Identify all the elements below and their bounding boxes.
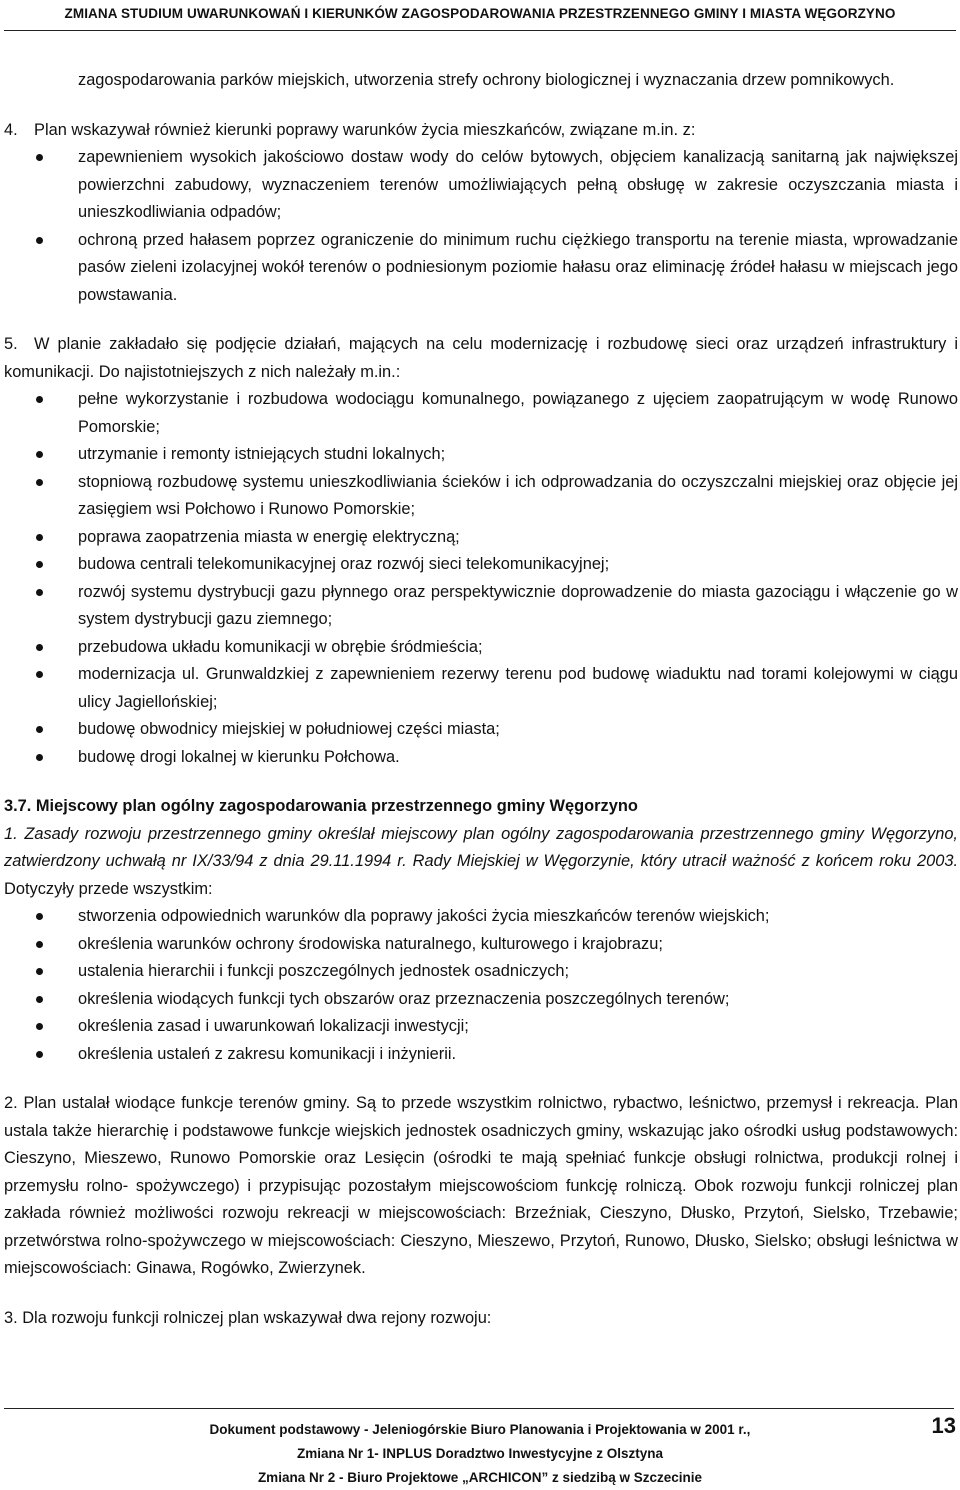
bullet-icon [36,913,43,920]
paragraph-3: 3. Dla rozwoju funkcji rolniczej plan wskazywał dwa rejony rozwoju: [4,1308,492,1327]
bullet-icon [36,589,43,596]
list-item-text: stopniową rozbudowę systemu unieszkodliwiania ścieków i ich odprowadzania do oczyszczalni miejskiej oraz objęcie jej zasięgiem wsi Połchowo i Runowo Pomorskie; [78,472,958,518]
bullet-icon [36,671,43,678]
footer-credits [0,1418,960,1490]
bullet-icon [36,396,43,403]
bullet-icon [36,996,43,1003]
footer-line-2: Zmiana Nr 1- INPLUS Doradztwo Inwestycyjne z Olsztyna [296,1446,664,1461]
list-item [4,551,958,579]
list-item [4,1041,958,1069]
list-item [4,716,958,744]
list-item-text: modernizacja ul. Grunwaldzkiej z zapewnieniem rezerwy terenu pod budowę wiaduktu nad torami kolejowymi w ciągu ulicy Jagiellońskiej; [78,665,958,711]
list-item [4,441,958,469]
list-item-text: budowę drogi lokalnej w kierunku Połchowa. [78,747,400,766]
item5-text: 5. W planie zakładało się podjęcie działań, mających na celu modernizację i rozbudowę sieci oraz urządzeń infrastruktury i komunikacji. Do najistotniejszych z nich należały m.in.: [4,335,958,381]
list-item [4,524,958,552]
list-item [4,227,958,310]
footer-line-3: Zmiana Nr 2 - Biuro Projektowe „ARCHICON” z siedzibą w Szczecinie [257,1470,703,1485]
item4-bullet-list [4,144,958,309]
header-divider [4,30,956,31]
list-item [4,931,958,959]
list-item-text: rozwój systemu dystrybucji gazu płynnego oraz perspektywicznie doprowadzenie do miasta gazociągu i włączenie go w system dystrybucji gazu ziemnego; [78,582,958,628]
bullet-icon [36,644,43,651]
bullet-icon [36,154,43,161]
list-item [4,661,958,716]
list-item [4,1013,958,1041]
paragraph-2: 2. Plan ustalał wiodące funkcje terenów gminy. Są to przede wszystkim rolnictwo, rybactwo, leśnictwo, przemysł i rekreacja. Plan ustala także hierarchię i podstawowe funkcje wiejskich jednostek osadniczych gminy, wskazując jako ośrodki usług podstawowych: Cieszyno, Mieszewo, Runowo Pomorskie oraz Lesięcin (ośrodki te mają spełniać funkcje obsługi rolnictwa, produkcji rolnej i przemysłu rolno- spożywczego) i przypisując pozostałym miejscowościom funkcję rolniczą. Obok rozwoju funkcji rolniczej plan zakłada również możliwości rozwoju rekreacji w miejscowościach: Brzeźniak, Cieszyno, Dłusko, Przytoń, Sielsko, Trzebawie; przetwórstwa rolno-spożywczego w miejscowościach: Cieszyno, Mieszewo, Przytoń, Runowo, Dłusko, Sielsko; obsługi leśnictwa w miejscowościach: Ginawa, Rogówko, Zwierzynek. [4,1094,958,1277]
footer-divider [4,1408,954,1409]
list-item-text: stworzenia odpowiednich warunków dla poprawy jakości życia mieszkańców terenów wiejskich; [78,907,770,925]
list-item-text: przebudowa układu komunikacji w obrębie śródmieścia; [78,637,483,656]
item5-bullet-list [4,386,958,771]
bullet-icon [36,754,43,761]
list-item [4,469,958,524]
list-item-text: poprawa zaopatrzenia miasta w energię elektryczną; [78,527,460,546]
item4-title: 4. Plan wskazywał również kierunki poprawy warunków życia mieszkańców, związane m.in. z: [4,120,696,139]
list-item [4,986,958,1014]
bullet-icon [36,561,43,568]
bullet-icon [36,451,43,458]
list-item-text: określenia zasad i uwarunkowań lokalizacji inwestycji; [78,1017,469,1035]
bullet-icon [36,479,43,486]
list-item [4,386,958,441]
list-item-text: budowę obwodnicy miejskiej w południowej części miasta; [78,720,500,738]
document-header: ZMIANA STUDIUM UWARUNKOWAŃ I KIERUNKÓW ZAGOSPODAROWANIA PRZESTRZENNEGO GMINY I MIASTA WĘGORZYNO [64,6,896,21]
bullet-icon [36,726,43,733]
bullet-icon [36,1051,43,1058]
list-item-text: zapewnieniem wysokich jakościowo dostaw wody do celów bytowych, objęciem kanalizacją sanitarną jak największej powierzchni zabudowy, wyznaczeniem terenów umożliwiających pełną obsługę w zakresie oczyszczania miasta i unieszkodliwiania odpadów; [78,148,958,221]
list-item-text: określenia wiodących funkcji tych obszarów oraz przeznaczenia poszczególnych terenów; [78,989,730,1008]
bullet-icon [36,1023,43,1030]
document-body [4,67,958,1332]
paragraph-1 [4,821,958,904]
list-item [4,958,958,986]
list-item [4,903,958,931]
footer-line-1: Dokument podstawowy - Jeleniogórskie Biuro Planowania i Projektowania w 2001 r., [209,1422,751,1437]
list-item-text: ustalenia hierarchii i funkcji poszczególnych jednostek osadniczych; [78,962,570,980]
section-heading: 3.7. Miejscowy plan ogólny zagospodarowania przestrzennego gminy Węgorzyno [4,797,638,815]
intro-continuation: zagospodarowania parków miejskich, utworzenia strefy ochrony biologicznej i wyznaczania drzew pomnikowych. [78,71,895,89]
paragraph-1-italic: 1. Zasady rozwoju przestrzennego gminy określał miejscowy plan ogólny zagospodarowania przestrzennego gminy Węgorzyno, zatwierdzony uchwałą nr IX/33/94 z dnia 29.11.1994 r. Rady Miejskiej w Węgorzynie, który utracił ważność z końcem roku 2003. [4,824,958,870]
paragraph-1-normal: Dotyczyły przede wszystkim: [4,879,213,898]
bullet-icon [36,968,43,975]
bullet-icon [36,534,43,541]
list-item-text: utrzymanie i remonty istniejących studni lokalnych; [78,445,446,463]
bullet-icon [36,941,43,948]
bullet-icon [36,237,43,244]
list-item [4,144,958,227]
page-number: 13 [931,1413,956,1438]
list-item [4,744,958,772]
list-item-text: określenia ustaleń z zakresu komunikacji i inżynierii. [78,1044,457,1063]
list-item [4,579,958,634]
list-item [4,634,958,662]
list-item-text: określenia warunków ochrony środowiska naturalnego, kulturowego i krajobrazu; [78,934,663,953]
list-item-text: ochroną przed hałasem poprzez ograniczenie do minimum ruchu ciężkiego transportu na terenie miasta, wprowadzanie pasów zieleni izolacyjnej wokół terenów o podniesionym poziomie hałasu oraz eliminację źródeł hałasu w miejscach jego powstawania. [78,230,958,304]
document-footer [0,1408,960,1487]
list-item-text: pełne wykorzystanie i rozbudowa wodociągu komunalnego, powiązanego z ujęciem zaopatrującym w wodę Runowo Pomorskie; [78,390,958,436]
paragraph-1-bullet-list [4,903,958,1068]
list-item-text: budowa centrali telekomunikacyjnej oraz rozwój sieci telekomunikacyjnej; [78,555,610,573]
